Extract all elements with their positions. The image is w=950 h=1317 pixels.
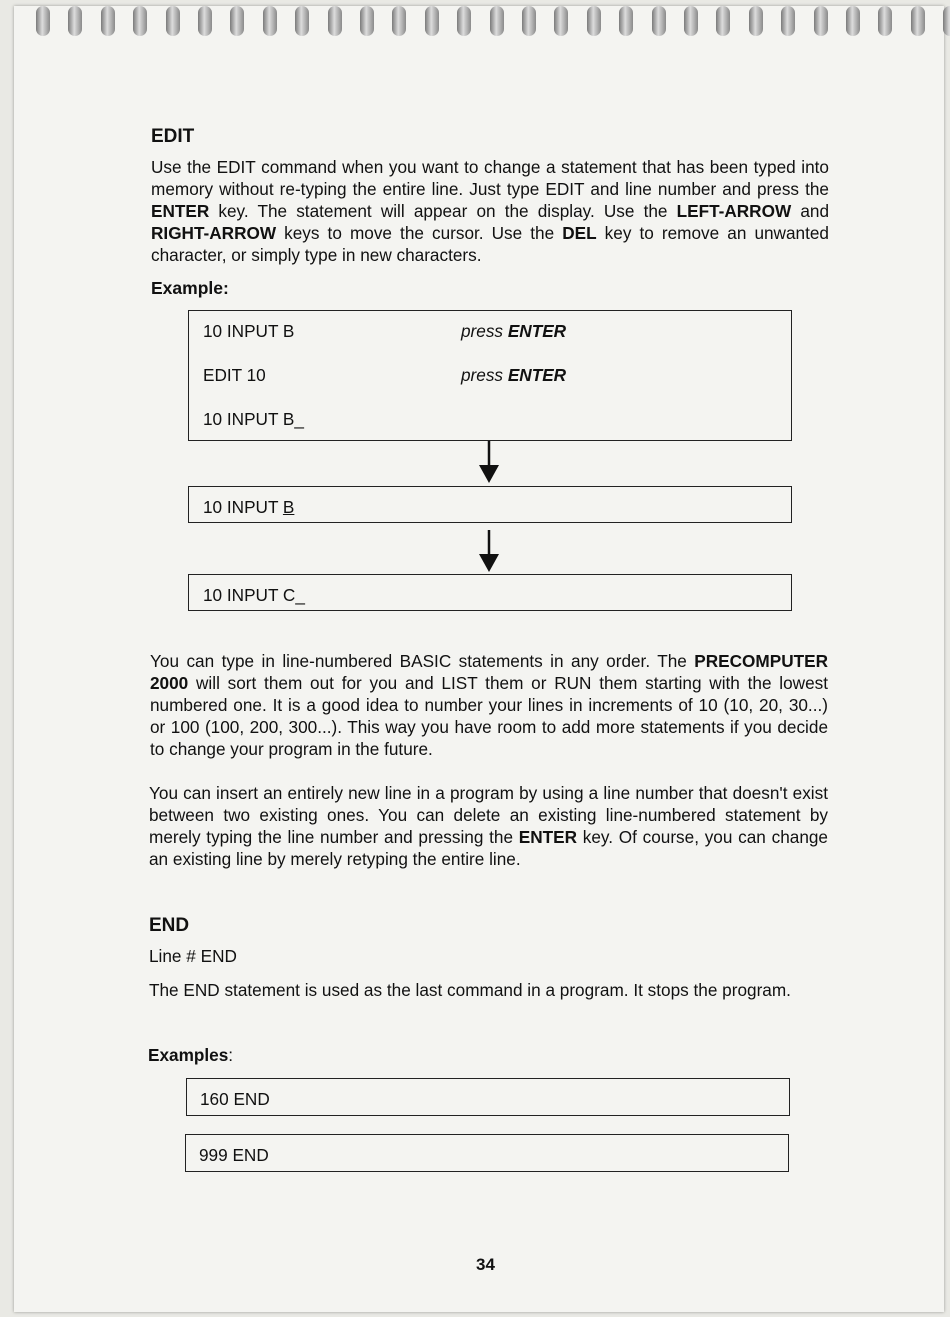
example-box-999-end	[185, 1134, 789, 1172]
press-word: press	[461, 321, 504, 341]
code-line-input-b-underlined	[203, 497, 294, 518]
code-prefix: 10 INPUT	[203, 497, 283, 517]
del-key-label: DEL	[562, 223, 597, 243]
product-name: PRECOMPUTER 2000	[150, 651, 828, 693]
edit-text-4: keys to move the cursor. Use the	[276, 223, 563, 243]
code-line-160-end: 160 END	[200, 1089, 270, 1109]
insert-paragraph	[149, 782, 828, 870]
down-arrow-icon	[477, 530, 501, 574]
press-word: press	[461, 365, 504, 385]
right-arrow-key-label: RIGHT-ARROW	[151, 223, 277, 243]
end-heading: END	[149, 915, 190, 936]
end-syntax: Line # END	[149, 946, 237, 966]
press-enter-instruction-2	[461, 365, 566, 386]
enter-key-label: ENTER	[507, 321, 567, 341]
enter-key-label: ENTER	[507, 365, 567, 385]
edit-text-2: key. The statement will appear on the display. Use the	[209, 201, 677, 221]
down-arrow-icon	[477, 441, 501, 485]
edit-paragraph	[151, 156, 829, 266]
insert-text-2: key. Of course, you can change an existing line by merely retyping the entire line.	[149, 827, 828, 869]
cursor-character: B	[282, 497, 295, 517]
page-number: 34	[476, 1255, 495, 1274]
code-line-input-b: 10 INPUT B	[203, 321, 295, 341]
enter-key-label: ENTER	[151, 201, 210, 221]
insert-text-1: You can insert an entirely new line in a program by using a line number that doesn't exist between two existing ones. You can delete an existing line-numbered statement by merely typing the line number and pressing the	[149, 783, 828, 847]
code-line-edit-10: EDIT 10	[203, 365, 266, 385]
code-line-input-b-cursor: 10 INPUT B_	[203, 409, 304, 429]
ordering-text-1: You can type in line-numbered BASIC statements in any order. The	[150, 651, 695, 671]
ordering-paragraph	[150, 650, 828, 760]
edit-text-3: and	[791, 201, 829, 221]
edit-heading: EDIT	[151, 126, 195, 147]
edit-text-1: Use the EDIT command when you want to change a statement that has been typed into memory without re-typing the entire line. Just type EDIT and line number and press the	[151, 157, 829, 199]
end-paragraph: The END statement is used as the last command in a program. It stops the program.	[149, 980, 791, 1000]
examples-word: Examples	[148, 1045, 229, 1065]
ordering-text-2: will sort them out for you and LIST them or RUN them starting with the lowest numbered one. It is a good idea to number your lines in increments of 10 (10, 20, 30...) or 100 (100, 200, 300...). This way you have room to add more statements if you decide to change your program in the future.	[150, 673, 828, 759]
examples-label	[148, 1045, 233, 1066]
edit-text-5: key to remove an unwanted character, or simply type in new characters.	[151, 223, 829, 265]
example-label: Example:	[151, 278, 229, 298]
press-enter-instruction-1	[461, 321, 566, 342]
example-box-160-end	[186, 1078, 790, 1116]
code-line-input-c: 10 INPUT C_	[203, 585, 305, 605]
examples-colon: :	[228, 1045, 234, 1065]
enter-key-label: ENTER	[518, 827, 578, 847]
left-arrow-key-label: LEFT-ARROW	[676, 201, 792, 221]
code-line-999-end: 999 END	[199, 1145, 269, 1165]
